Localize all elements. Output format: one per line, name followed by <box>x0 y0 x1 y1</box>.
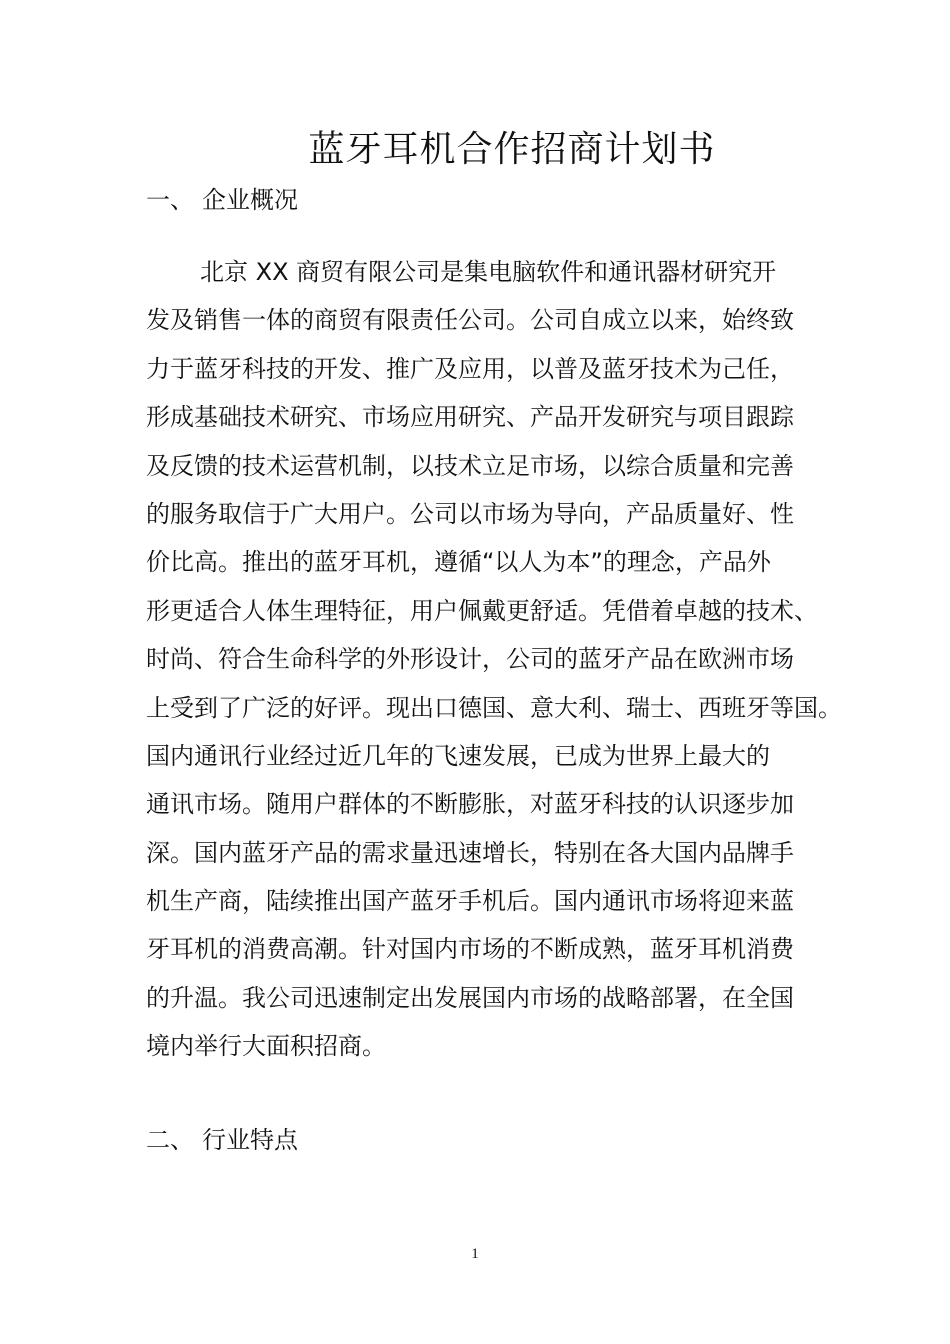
paragraph-line: 的升温。我公司迅速制定出发展国内市场的战略部署，在全国 <box>146 983 794 1012</box>
paragraph-line: 深。国内蓝牙产品的需求量迅速增长，特别在各大国内品牌手 <box>146 838 794 867</box>
section-heading-text: 行业特点 <box>202 1126 298 1154</box>
paragraph-line: 发及销售一体的商贸有限责任公司。公司自成立以来，始终致 <box>146 306 794 335</box>
section-heading-2 <box>146 1122 298 1158</box>
paragraph-line: 形更适合人体生理特征，用户佩戴更舒适。凭借着卓越的技术、 <box>146 596 818 625</box>
paragraph-line: 价比高。推出的蓝牙耳机，遵循“以人为本”的理念，产品外 <box>146 548 771 577</box>
paragraph-line: 国内通讯行业经过近几年的飞速发展，已成为世界上最大的 <box>146 741 770 770</box>
paragraph-line: 机生产商，陆续推出国产蓝牙手机后。国内通讯市场将迎来蓝 <box>146 887 794 916</box>
paragraph-line: 及反馈的技术运营机制，以技术立足市场，以综合质量和完善 <box>146 451 794 480</box>
section-number: 一、 <box>146 186 194 214</box>
page-number: 1 <box>471 1246 479 1262</box>
paragraph-line: 力于蓝牙科技的开发、推广及应用，以普及蓝牙技术为己任， <box>146 354 794 383</box>
paragraph-line: 境内举行大面积招商。 <box>146 1032 386 1061</box>
paragraph-line: 上受到了广泛的好评。现出口德国、意大利、瑞士、西班牙等国。 <box>146 693 842 722</box>
paragraph-line: 牙耳机的消费高潮。针对国内市场的不断成熟，蓝牙耳机消费 <box>146 935 794 964</box>
document-title: 蓝牙耳机合作招商计划书 <box>308 129 716 170</box>
company-overview-paragraph <box>146 248 846 1071</box>
paragraph-line: 形成基础技术研究、市场应用研究、产品开发研究与项目跟踪 <box>146 403 794 432</box>
section-number: 二、 <box>146 1126 194 1154</box>
section-heading-1 <box>146 182 298 218</box>
paragraph-line: 的服务取信于广大用户。公司以市场为导向，产品质量好、性 <box>146 499 794 528</box>
paragraph-line: 北京 XX 商贸有限公司是集电脑软件和通讯器材研究开 <box>200 258 777 286</box>
section-heading-text: 企业概况 <box>202 186 298 214</box>
paragraph-line: 通讯市场。随用户群体的不断膨胀，对蓝牙科技的认识逐步加 <box>146 790 794 819</box>
paragraph-line: 时尚、符合生命科学的外形设计，公司的蓝牙产品在欧洲市场 <box>146 645 794 674</box>
